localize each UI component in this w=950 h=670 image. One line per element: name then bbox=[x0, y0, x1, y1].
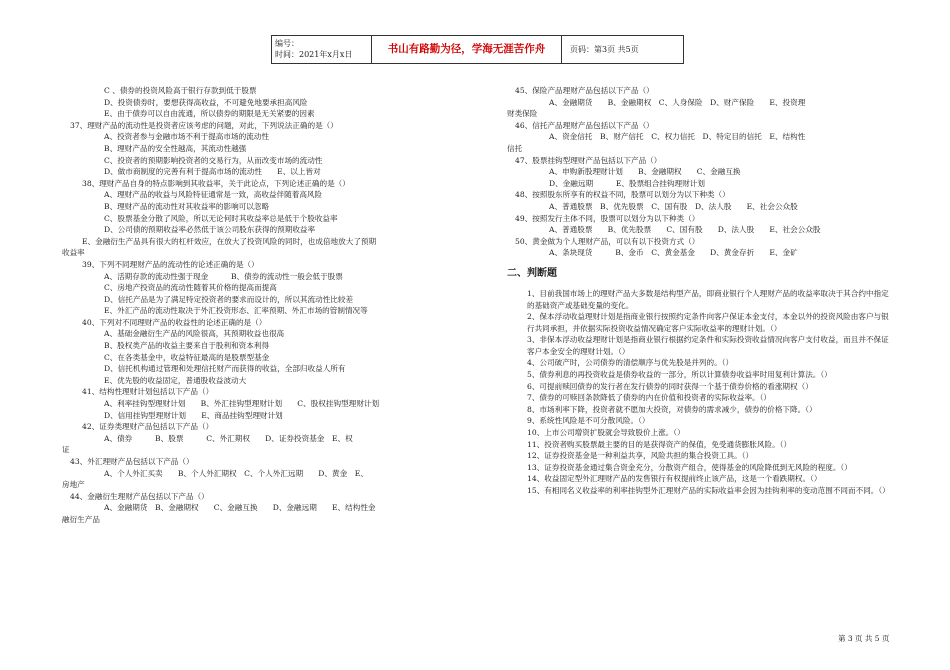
left-column bbox=[62, 85, 452, 526]
text-line: A、债券 B、股票 C、外汇期权 D、证券投资基金 E、权 bbox=[104, 433, 353, 443]
text-line: B、股权类产品的收益主要来自于股利和资本利得 bbox=[104, 341, 270, 351]
text-line: E、外汇产品的流动性取决于外汇投资形态、汇率预期、外汇市场的管制情况等 bbox=[104, 306, 368, 316]
text-line: 42、证券类理财产品包括以下产品（） bbox=[82, 422, 214, 432]
text-line: 39、下列不同理财产品的流动性的论述正确的是（） bbox=[82, 259, 259, 269]
text-line: C、在各类基金中，收益特征最高的是股票型基金 bbox=[104, 352, 270, 362]
text-line: 37、理财产品的流动性是投资者应该考虑的问题，对此，下列说法正确的是（） bbox=[70, 120, 338, 130]
text-line: E、由于债券可以自由流通，所以债券的期限是无关紧要的因素 bbox=[104, 109, 315, 119]
header-motto: 书山有路勤为径，学海无涯苦作舟 bbox=[372, 36, 562, 63]
text-line: D、信托产品是为了满足特定投资者的要求而设计的，所以其流动性比较差 bbox=[104, 294, 354, 304]
text-line: A、金融期货 B、金融期权 C、人身保险 D、财产保险 E、投资理 bbox=[549, 97, 806, 107]
text-line: A、普通股票 B、优先股票 C、国有股 D、法人股 E、社会公众股 bbox=[549, 225, 821, 235]
text-line: 信托 bbox=[507, 143, 523, 153]
text-line: E、优先股的收益固定，普通股收益波动大 bbox=[104, 375, 247, 385]
text-line: 13、证券投资基金通过集合资金充分，分散资产组合，使得基金的风险降低到无风险的程度。（） bbox=[527, 462, 852, 472]
text-line: 11、投资者购买股票最主要的目的是获得资产的保值，免受通货膨胀风险。（） bbox=[527, 439, 792, 449]
section-title-judgment: 二、判断题 bbox=[507, 267, 557, 279]
header-meta bbox=[272, 36, 372, 63]
text-line: C、房地产投资品的流动性随着其价格的提高而提高 bbox=[104, 283, 277, 293]
text-line: 45、保险产品理财产品包括以下产品（） bbox=[515, 86, 654, 95]
header-page-number: 页码：第3页 共5页 bbox=[570, 45, 639, 54]
text-line: 49、按照发行主体不同，股票可以划分为以下种类（） bbox=[515, 213, 700, 223]
judgment-questions bbox=[507, 288, 892, 497]
text-line: D、做市商制度的完善有利于提高市场的流动性 E、以上皆对 bbox=[104, 167, 321, 177]
text-line: D、投资债券时，要想获得高收益，不可避免地要承担高风险 bbox=[104, 97, 308, 107]
text-line: 48、按照股东所享有的权益不同，股票可以划分为以下种类（） bbox=[515, 190, 730, 200]
text-line: 46、信托产品理财产品包括以下产品（） bbox=[515, 120, 654, 130]
text-line: 财类保险 bbox=[507, 109, 538, 119]
text-line: D、公司债的预期收益率必然低于该公司股东获得的预期收益率 bbox=[104, 225, 316, 235]
text-line: 44、金融衍生理财产品包括以下产品（） bbox=[70, 491, 209, 501]
text-line: 3、非保本浮动收益理财计划是指商业银行根据约定条件和实际投资收益情况向客户支付收益，而且并不保证客户本金安全的理财计划。（） bbox=[527, 335, 889, 356]
text-line: 10、上市公司增资扩股就会导致股价上涨。（） bbox=[527, 428, 685, 438]
text-line: 50、黄金做为个人理财产品，可以有以下投资方式（） bbox=[515, 236, 700, 246]
text-line: A、个人外汇买卖 B、个人外汇期权 C、个人外汇远期 D、黄金 E、 bbox=[104, 468, 368, 478]
text-line: 14、收益固定型外汇理财产品的发售银行有权提前终止该产品，这是一个看跌期权。（） bbox=[527, 474, 822, 484]
text-line: 房地产 bbox=[62, 480, 85, 490]
text-line: 8、市场利率下降，投资者就不愿加大投资，对债券的需求减少，债券的价格下降。（） bbox=[527, 404, 817, 414]
header-number: 编号： bbox=[275, 39, 299, 48]
right-column bbox=[507, 85, 892, 497]
text-line: D、信托机构通过管理和处理信托财产而获得的收益，全部归收益人所有 bbox=[104, 364, 346, 374]
text-line: 4、公司破产时，公司债券的清偿顺序与优先股是并列的。（） bbox=[527, 358, 734, 368]
text-line: 1、目前我国市场上的理财产品大多数是结构型产品，即商业银行个人理财产品的收益率取决于其合约中指定的基础资产或基础变量的变化。 bbox=[527, 288, 889, 310]
text-line: B、理财产品的流动性对其收益率的影响可以忽略 bbox=[104, 201, 270, 211]
text-line: 证 bbox=[62, 445, 70, 455]
text-line: 38、理财产品自身的特点影响到其收益率，关于此论点，下列论述正确的是（） bbox=[82, 178, 350, 188]
text-line: C、投资者的预期影响投资者的交易行为，从而改变市场的流动性 bbox=[104, 155, 323, 165]
text-line: 9、系统性风险是不可分散风险。（） bbox=[527, 416, 650, 426]
text-line: 2、保本浮动收益理财计划是指商业银行按照约定条件向客户保证本金支付，本金以外的投资风险由客户与银行共同承担，并依据实际投资收益情况确定客户实际收益率的理财计划。（） bbox=[527, 312, 889, 333]
text-line: 6、可提前赎回债券的发行者在发行债券的同时获得一个基于债券价格的看涨期权（） bbox=[527, 381, 813, 391]
text-line: A、活期存款的流动性强于现金 B、债券的流动性一般会低于股票 bbox=[104, 271, 343, 281]
text-line: A、申购新股理财计划 B、金融期权 C、金融互换 bbox=[549, 167, 741, 177]
text-line: A、普通股票 B、优先股票 C、国有股 D、法人股 E、社会公众股 bbox=[549, 201, 798, 211]
text-line: 12、证券投资基金是一种利益共享，风险共担的集合投资工具。（） bbox=[527, 451, 754, 461]
text-line: 43、外汇理财产品包括以下产品（） bbox=[70, 457, 194, 466]
text-line: 41、结构性理财计划包括以下产品（） bbox=[82, 387, 214, 397]
text-line: 40、下列对不同理财产品的收益性的论述正确的是（） bbox=[82, 317, 267, 327]
text-line: 47、股票挂钩型理财产品包括以下产品（） bbox=[515, 155, 662, 165]
page-header bbox=[271, 35, 684, 64]
text-line: C 、债券的投资风险高于银行存款到低于股票 bbox=[104, 86, 257, 95]
text-line: 5、债券利息的再投资收益是债券收益的一部分，所以计算债券收益率时用复利计算法。（） bbox=[527, 370, 832, 380]
text-line: A、基础金融衍生产品的风险很高，其预期收益也很高 bbox=[104, 329, 285, 339]
text-line: 15、有相同名义收益率的利率挂钩型外汇理财产品的实际收益率会因为挂钩利率的变动范围不同而不同。（） bbox=[527, 486, 890, 495]
text-line: B、理财产品的安全性越高，其流动性越强 bbox=[104, 143, 247, 153]
text-line: 融衍生产品 bbox=[62, 514, 100, 524]
text-line: A、利率挂钩型理财计划 B、外汇挂钩型理财计划 C、股权挂钩型理财计划 bbox=[104, 399, 380, 409]
text-line: A、金融期货 B、金融期权 C、金融互换 D、金融远期 E、结构性金 bbox=[104, 503, 376, 513]
text-line: A、资金信托 B、财产信托 C、权力信托 D、特定目的信托 E、结构性 bbox=[549, 132, 806, 142]
text-line: 7、债券的可赎回条款降低了债券的内在价值和投资者的实际收益率。（） bbox=[527, 393, 772, 403]
text-line: A、理财产品的收益与风险特征通常是一致，高收益伴随着高风险 bbox=[104, 190, 323, 200]
header-time: 时间：2021年x月x日 bbox=[275, 50, 353, 59]
text-line: D、金融远期 E、股票组合挂钩理财计划 bbox=[549, 178, 705, 188]
text-line: A、投资者参与金融市场不利于提高市场的流动性 bbox=[104, 132, 269, 142]
text-line: 收益率 bbox=[62, 248, 85, 258]
text-line: C、股票基金分散了风险，所以无论何时其收益率总是低于个股收益率 bbox=[104, 213, 338, 223]
text-line: A、条块现货 B、金币 C、黄金基金 D、黄金存折 E、金矿 bbox=[549, 248, 798, 258]
text-line: E、金融衍生产品具有很大的杠杆效应，在放大了投资风险的同时，也成倍地放大了预期 bbox=[82, 236, 377, 246]
multiple-choice-continued bbox=[507, 85, 892, 259]
page-footer: 第 3 页 共 5 页 bbox=[838, 634, 890, 643]
text-line: D、信用挂钩型理财计划 E、商品挂钩型理财计划 bbox=[104, 410, 283, 420]
